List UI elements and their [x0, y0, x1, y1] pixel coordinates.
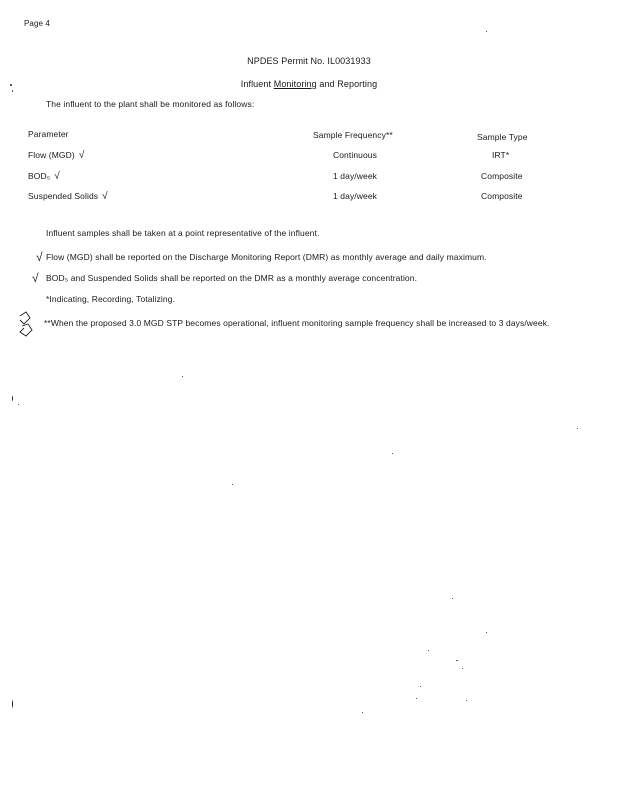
intro-text: The influent to the plant shall be monitored as follows:: [46, 99, 255, 109]
scan-speck: [12, 90, 13, 92]
scan-speck: [486, 31, 487, 32]
subtitle-prefix: Influent: [240, 79, 274, 89]
subtitle-underlined: Monitoring: [273, 79, 317, 89]
scan-speck: [10, 84, 12, 86]
scan-speck: [486, 632, 487, 633]
scan-speck: [12, 396, 13, 401]
scan-speck: [452, 598, 453, 599]
type-cell: Composite: [481, 171, 523, 181]
scan-speck: [182, 376, 183, 377]
check-mark-icon: √: [54, 171, 60, 182]
header-type: Sample Type: [477, 132, 528, 142]
table-row: [0, 171, 618, 185]
scan-speck: [577, 428, 578, 429]
check-mark-icon: √: [102, 191, 108, 202]
check-mark-icon: √: [78, 150, 85, 161]
scan-speck: [416, 698, 417, 699]
subtitle-suffix: and Reporting: [316, 79, 378, 89]
handwritten-check-icon: [16, 310, 42, 340]
scan-speck: [12, 700, 13, 708]
frequency-cell: 1 day/week: [333, 191, 377, 201]
table-row: [0, 191, 618, 205]
check-mark-icon: √: [32, 271, 39, 285]
frequency-cell: Continuous: [332, 150, 377, 160]
scan-speck: [466, 700, 467, 701]
parameter-text: Suspended Solids: [28, 191, 99, 201]
note-sampling-point: Influent samples shall be taken at a point representative of the influent.: [46, 228, 320, 238]
permit-title: NPDES Permit No. IL0031933: [247, 56, 371, 66]
scan-speck: [462, 668, 463, 669]
scan-speck: [456, 660, 458, 661]
frequency-cell: 1 day/week: [333, 171, 377, 181]
scan-speck: [420, 686, 421, 687]
parameter-text: BOD₅: [28, 171, 51, 181]
note-flow-reporting: Flow (MGD) shall be reported on the Discharge Monitoring Report (DMR) as monthly average and daily maximum.: [46, 252, 487, 262]
check-mark-icon: √: [36, 250, 43, 264]
scan-speck: [362, 712, 363, 713]
header-parameter: Parameter: [28, 129, 69, 139]
parameter-text: Flow (MGD): [28, 150, 75, 160]
header-frequency: Sample Frequency**: [313, 130, 393, 140]
type-cell: IRT*: [492, 150, 510, 160]
section-subtitle: [0, 79, 618, 89]
table-row: [0, 150, 618, 164]
footnote-frequency-increase: **When the proposed 3.0 MGD STP becomes operational, influent monitoring sample frequency shall be increased to 3 days/week.: [44, 318, 550, 328]
type-cell: Composite: [481, 191, 523, 201]
page-number: Page 4: [24, 19, 50, 28]
scan-speck: [18, 404, 19, 405]
scan-speck: [232, 484, 233, 485]
note-bod-reporting: BOD₅ and Suspended Solids shall be reported on the DMR as a monthly average concentration.: [46, 273, 418, 283]
note-irt-definition: *Indicating, Recording, Totalizing.: [46, 294, 176, 304]
scan-speck: [428, 650, 429, 651]
scan-speck: [392, 453, 393, 454]
